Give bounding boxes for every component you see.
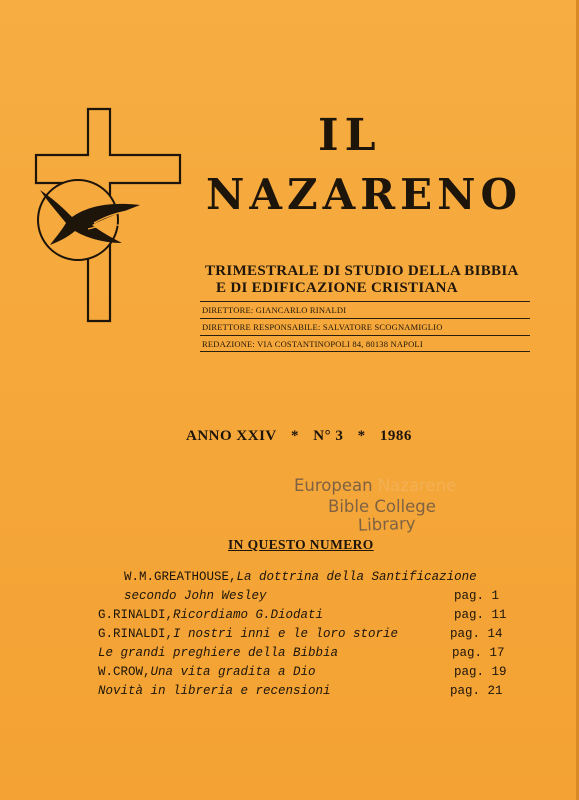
stamp-line1b: Nazarene <box>377 476 457 495</box>
subtitle-line1: TRIMESTRALE DI STUDIO DELLA BIBBIA <box>205 263 519 279</box>
issue-separator: * <box>291 428 299 444</box>
issue-info <box>186 428 422 445</box>
toc-author: W.M.GREATHOUSE, <box>124 570 237 584</box>
list-item <box>98 684 524 703</box>
subtitle-line2: E DI EDIFICAZIONE CRISTIANA <box>216 280 458 296</box>
magazine-title-line1: IL <box>318 110 382 161</box>
toc-title: I nostri inni e le loro storie <box>173 627 399 641</box>
list-item <box>98 646 524 665</box>
divider-rule <box>200 318 530 319</box>
magazine-title-line2: NAZARENO <box>206 170 523 219</box>
issue-number: N° 3 <box>313 428 344 444</box>
toc-page: pag. 11 <box>454 608 507 622</box>
toc-title: Ricordiamo G.Diodati <box>173 608 324 622</box>
staff-responsible: DIRETTORE RESPONSABILE: SALVATORE SCOGNAMIGLIO <box>202 322 443 332</box>
toc-author: G.RINALDI, <box>98 608 174 622</box>
toc-page: pag. 17 <box>452 646 505 660</box>
divider-rule <box>200 351 530 352</box>
list-item <box>98 608 524 627</box>
list-item <box>124 589 524 608</box>
divider-rule <box>200 301 530 302</box>
stamp-line1a: European <box>294 476 378 495</box>
toc-author: W.CROW, <box>98 665 151 679</box>
toc-page: pag. 14 <box>450 627 503 641</box>
toc-title: Le grandi preghiere della Bibbia <box>98 646 339 660</box>
toc-page: pag. 19 <box>454 665 507 679</box>
issue-year: 1986 <box>379 428 412 444</box>
list-item <box>98 627 524 646</box>
toc-title: Novità in libreria e recensioni <box>98 684 331 698</box>
staff-director: DIRETTORE: GIANCARLO RINALDI <box>202 305 347 315</box>
issue-separator: * <box>357 428 366 444</box>
stamp-line3: Library <box>357 513 416 535</box>
staff-office: REDAZIONE: VIA COSTANTINOPOLI 84, 80138 NAPOLI <box>202 339 423 349</box>
toc-title: La dottrina della Santificazione <box>236 570 477 584</box>
toc-title: secondo John Wesley <box>124 589 267 603</box>
library-stamp <box>294 475 514 538</box>
stamp-line2: Bible College <box>328 497 436 516</box>
list-item <box>98 665 524 684</box>
toc-page: pag. 1 <box>454 589 500 603</box>
magazine-subtitle <box>205 263 535 297</box>
divider-rule <box>200 335 530 336</box>
toc-page: pag. 21 <box>450 684 503 698</box>
toc-author: G.RINALDI, <box>98 627 174 641</box>
cross-dove-logo-icon <box>30 105 190 325</box>
list-item <box>124 570 524 589</box>
issue-year-label: ANNO XXIV <box>186 428 277 444</box>
toc-title: Una vita gradita a Dio <box>150 665 316 679</box>
contents-heading: IN QUESTO NUMERO <box>228 537 374 552</box>
table-of-contents <box>98 570 524 703</box>
